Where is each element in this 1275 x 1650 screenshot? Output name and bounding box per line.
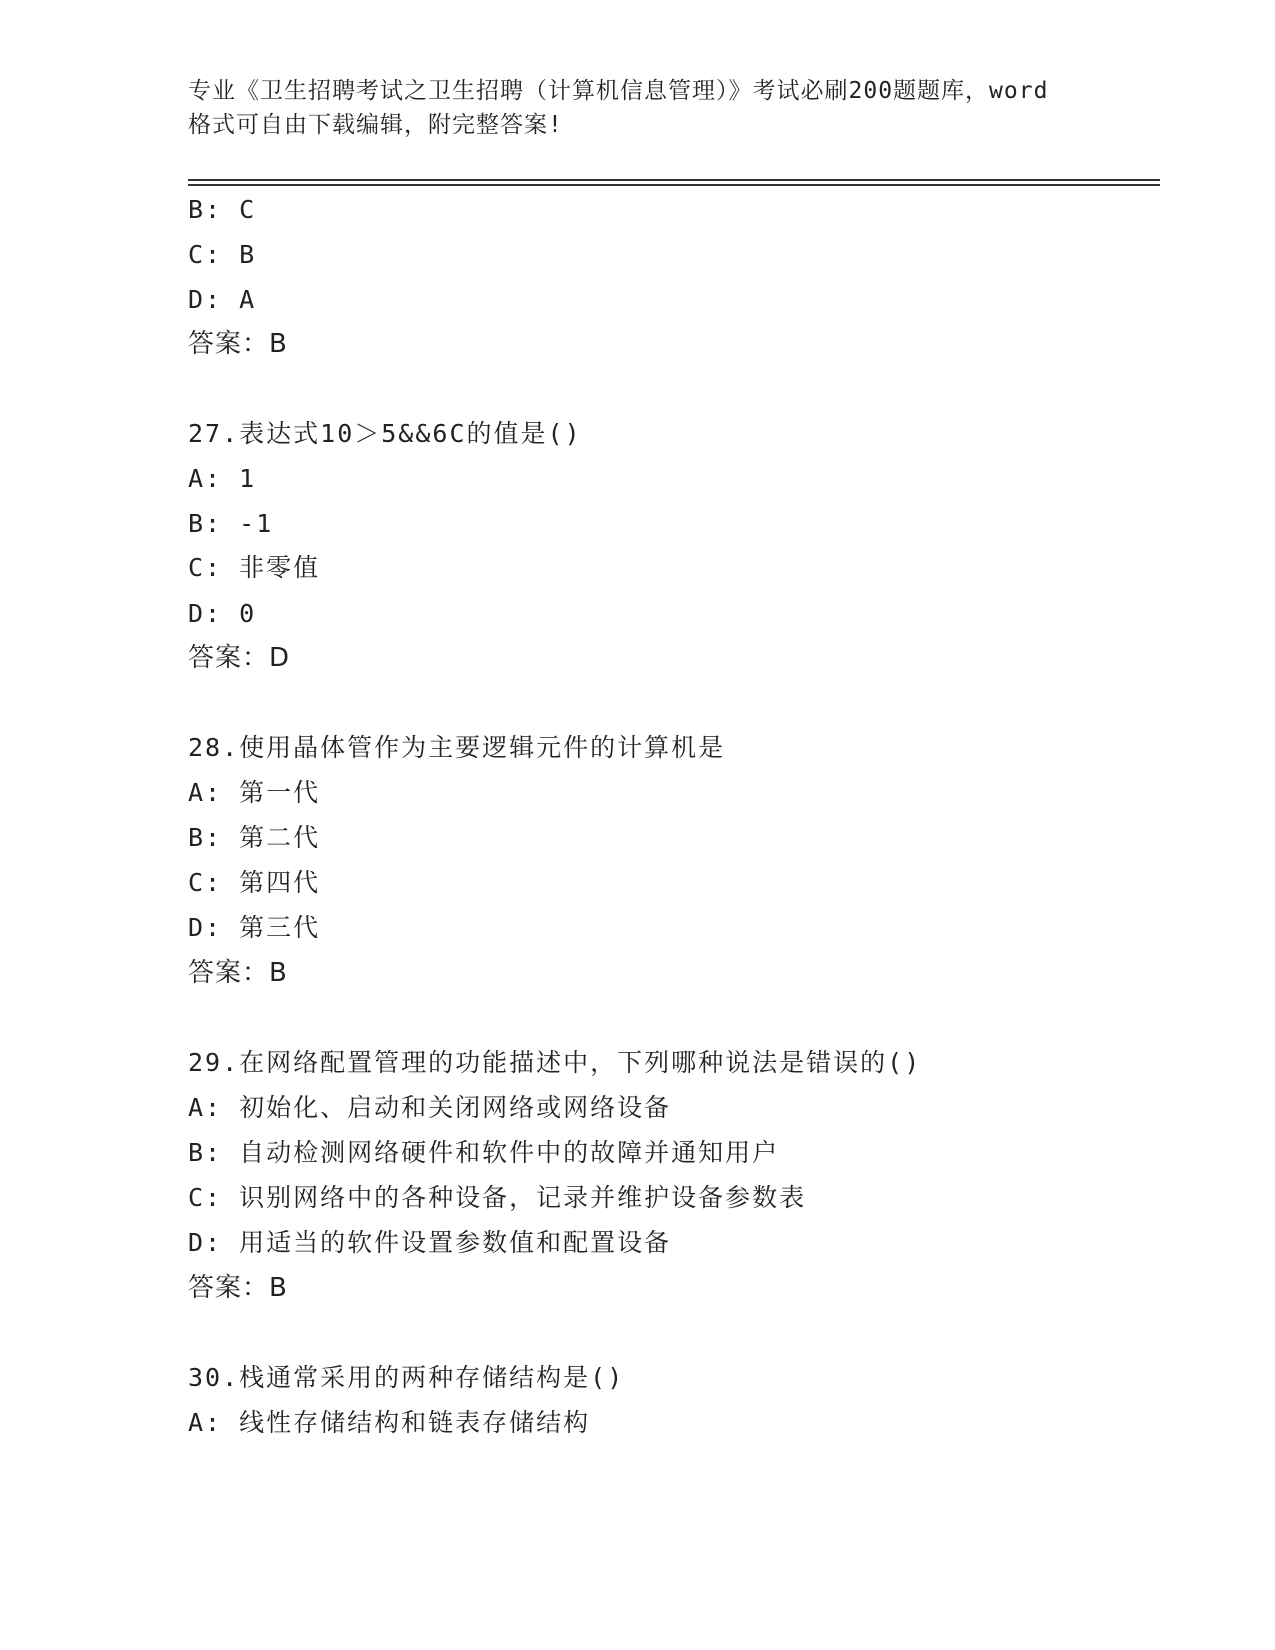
prev-option-c: C: B (188, 240, 257, 269)
header-line-2: 格式可自由下载编辑，附完整答案! (188, 112, 563, 138)
prev-option-d: D: A (188, 285, 257, 314)
prev-answer: 答案：B (188, 329, 288, 359)
question-28-option-c: C: 第四代 (188, 868, 321, 897)
question-29-answer: 答案：B (188, 1273, 288, 1303)
question-30-stem: 30.栈通常采用的两种存储结构是() (188, 1363, 625, 1392)
question-27-option-c: C: 非零值 (188, 553, 321, 582)
question-27-option-b: B: -1 (188, 509, 274, 538)
question-28-option-b: B: 第二代 (188, 823, 321, 852)
question-27-option-d: D: 0 (188, 599, 257, 628)
prev-option-b: B: C (188, 195, 257, 224)
question-29-option-b: B: 自动检测网络硬件和软件中的故障并通知用户 (188, 1138, 780, 1167)
question-27-answer: 答案：D (188, 643, 291, 673)
question-29-stem: 29.在网络配置管理的功能描述中，下列哪种说法是错误的() (188, 1048, 922, 1077)
question-27-option-a: A: 1 (188, 464, 257, 493)
question-28-stem: 28.使用晶体管作为主要逻辑元件的计算机是 (188, 733, 726, 762)
question-28-answer: 答案：B (188, 958, 288, 988)
question-29-option-d: D: 用适当的软件设置参数值和配置设备 (188, 1228, 672, 1257)
question-29-option-c: C: 识别网络中的各种设备，记录并维护设备参数表 (188, 1183, 807, 1212)
question-30-option-a: A: 线性存储结构和链表存储结构 (188, 1408, 591, 1437)
document-header (188, 74, 1088, 142)
header-divider-top (188, 179, 1160, 181)
header-divider-bottom (188, 184, 1160, 186)
header-line-1: 专业《卫生招聘考试之卫生招聘（计算机信息管理）》考试必刷200题题库，word (188, 78, 1049, 104)
question-28-option-a: A: 第一代 (188, 778, 321, 807)
question-27-stem: 27.表达式10＞5&&6C的值是() (188, 419, 582, 448)
question-28-option-d: D: 第三代 (188, 913, 321, 942)
question-29-option-a: A: 初始化、启动和关闭网络或网络设备 (188, 1093, 672, 1122)
